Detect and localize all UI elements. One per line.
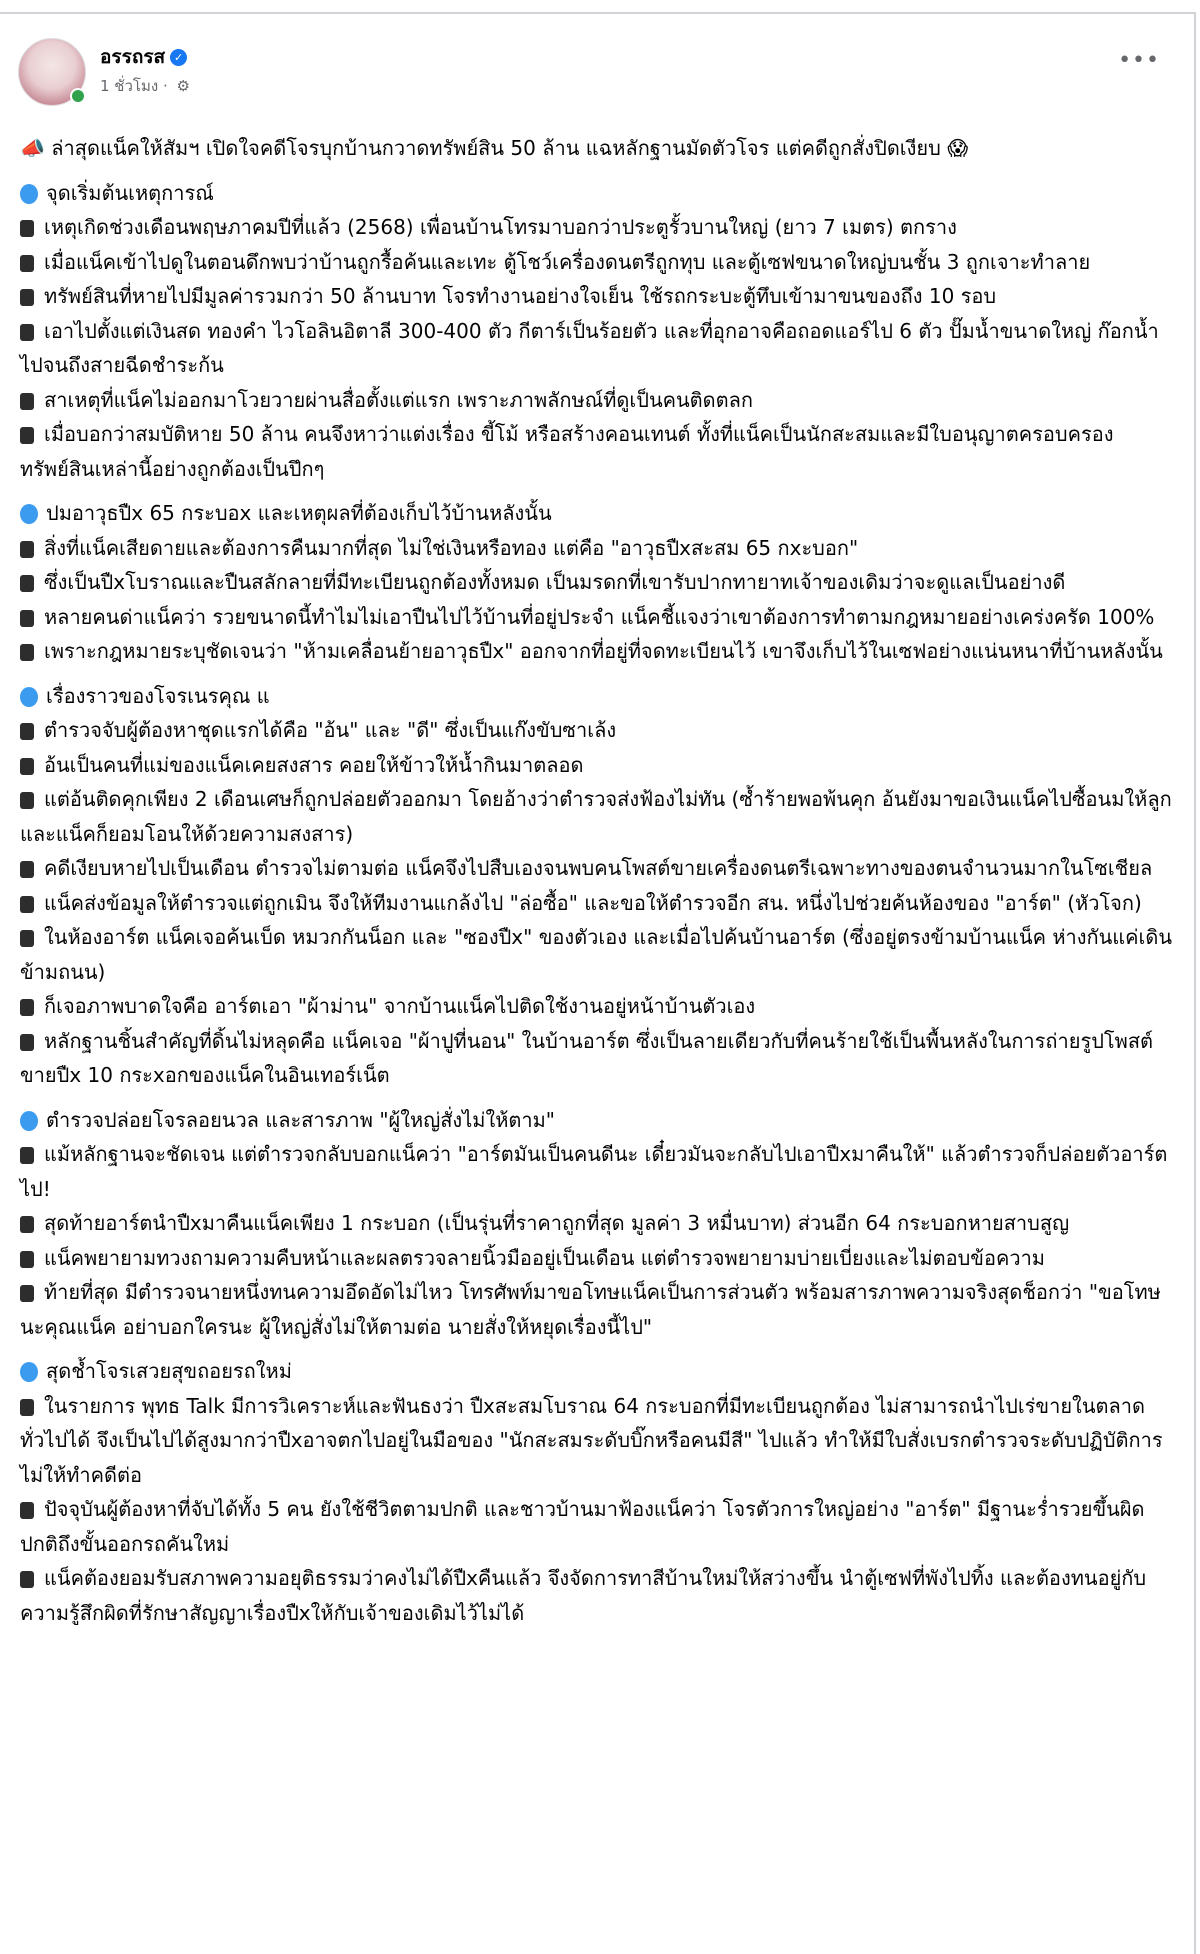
black-square-icon bbox=[20, 1034, 34, 1051]
bullet-text: อ้นเป็นคนที่แม่ของแน็คเคยสงสาร คอยให้ข้าวให้น้ำกินมาตลอด bbox=[44, 752, 584, 777]
bullet-item bbox=[20, 748, 1180, 783]
bullet-item bbox=[20, 634, 1180, 669]
section-title: ปมอาวุธปืx 65 กระบอx และเหตุผลที่ต้องเก็บไว้บ้านหลังนั้น bbox=[46, 501, 552, 525]
bullet-text: ในรายการ พุทธ Talk มีการวิเคราะห์และฟันธงว่า ปืxสะสมโบราณ 64 กระบอกที่มีทะเบียนถูกต้อง ไม่สามารถนำไปเร่ขายในตลาดทั่วไปได้ จึงเป็นไปได้สูงมากว่าปืxอาจตกไปอยู่ในมือของ "นักสะสมระดับบิ๊กหรือคนมีสี" ไปแล้ว ทำให้มีใบสั่งเบรกตำรวจระดับปฏิบัติการไม่ให้ทำคดีต่อ bbox=[20, 1393, 1163, 1487]
section-heading bbox=[20, 496, 1180, 531]
bullet-item bbox=[20, 920, 1180, 989]
author-name[interactable]: อรรถรส bbox=[100, 46, 166, 68]
bullet-text: เอาไปตั้งแต่เงินสด ทองคำ ไวโอลินอิตาลี 300-400 ตัว กีตาร์เป็นร้อยตัว และที่อุกอาจคือถอดแอร์ไป 6 ตัว ปั๊มน้ำขนาดใหญ่ ก๊อกน้ำ ไปจนถึงสายฉีดชำระก้น bbox=[20, 318, 1159, 377]
bullet-item bbox=[20, 314, 1180, 383]
black-square-icon bbox=[20, 1571, 34, 1588]
bullet-text: สิ่งที่แน็คเสียดายและต้องการคืนมากที่สุด ไม่ใช่เงินหรือทอง แต่คือ "อาวุธปืxสะสม 65 กxะบอก" bbox=[44, 535, 859, 560]
megaphone-icon: 📣 bbox=[20, 136, 45, 160]
bullet-item bbox=[20, 1492, 1180, 1561]
bullet-item bbox=[20, 531, 1180, 566]
bullet-text: แต่อ้นติดคุกเพียง 2 เดือนเศษก็ถูกปล่อยตัวออกมา โดยอ้างว่าตำรวจส่งฟ้องไม่ทัน (ซ้ำร้ายพอพ้นคุก อ้นยังมาขอเงินแน็คไปซื้อนมให้ลูก และแน็คก็ยอมโอนให้ด้วยความสงสาร) bbox=[20, 787, 1172, 846]
black-square-icon bbox=[20, 1502, 34, 1519]
black-square-icon bbox=[20, 723, 34, 740]
bullet-item bbox=[20, 851, 1180, 886]
section-heading bbox=[20, 679, 1180, 714]
black-square-icon bbox=[20, 861, 34, 878]
bullet-text: หลักฐานชิ้นสำคัญที่ดิ้นไม่หลุดคือ แน็คเจอ "ผ้าปูที่นอน" ในบ้านอาร์ต ซึ่งเป็นลายเดียวกับที่คนร้ายใช้เป็นพื้นหลังในการถ่ายรูปโพสต์ขายปืx 10 กระxอกของแน็คในอินเทอร์เน็ต bbox=[20, 1028, 1154, 1087]
black-square-icon bbox=[20, 1399, 34, 1416]
bullet-item bbox=[20, 1389, 1180, 1493]
bullet-item bbox=[20, 279, 1180, 314]
bullet-text: ท้ายที่สุด มีตำรวจนายหนึ่งทนความอึดอัดไม่ไหว โทรศัพท์มาขอโทษแน็คเป็นการส่วนตัว พร้อมสารภาพความจริงสุดช็อกว่า "ขอโทษนะคุณแน็ค อย่าบอกใครนะ ผู้ใหญ่สั่งไม่ให้ตามต่อ นายสั่งให้หยุดเรื่องนี้ไป" bbox=[20, 1280, 1161, 1339]
black-square-icon bbox=[20, 324, 34, 341]
meta-separator: · bbox=[162, 77, 168, 95]
bullet-text: ตำรวจจับผู้ต้องหาชุดแรกได้คือ "อ้น" และ "ดี" ซึ่งเป็นแก๊งขับซาเล้ง bbox=[44, 718, 617, 742]
post-body bbox=[20, 131, 1180, 1630]
section-title: ตำรวจปล่อยโจรลอยนวล และสารภาพ "ผู้ใหญ่สั่งไม่ให้ตาม" bbox=[46, 1107, 555, 1132]
bullet-text: แน็คพยายามทวงถามความคืบหน้าและผลตรวจลายนิ้วมืออยู่เป็นเดือน แต่ตำรวจพยายามบ่ายเบี่ยงและไม่ตอบข้อความ bbox=[44, 1245, 1045, 1270]
blue-circle-icon bbox=[20, 1362, 38, 1382]
black-square-icon bbox=[20, 427, 34, 444]
post-section bbox=[20, 679, 1180, 1093]
black-square-icon bbox=[20, 792, 34, 809]
post-section bbox=[20, 176, 1180, 487]
bullet-item bbox=[20, 1561, 1180, 1630]
bullet-text: ก็เจอภาพบาดใจคือ อาร์ตเอา "ผ้าม่าน" จากบ้านแน็คไปติดใช้งานอยู่หน้าบ้านตัวเอง bbox=[44, 994, 756, 1018]
online-status-icon bbox=[70, 88, 86, 104]
black-square-icon bbox=[20, 1147, 34, 1164]
bullet-text: เหตุเกิดช่วงเดือนพฤษภาคมปีที่แล้ว (2568) เพื่อนบ้านโทรมาบอกว่าประตูรั้วบานใหญ่ (ยาว 7 เมตร) ตกราง bbox=[44, 215, 957, 239]
post-section bbox=[20, 496, 1180, 669]
section-title: เรื่องราวของโจรเนรคุณ แ bbox=[46, 683, 270, 708]
bullet-text: สุดท้ายอาร์ตนำปืxมาคืนแน็คเพียง 1 กระบอก (เป็นรุ่นที่ราคาถูกที่สุด มูลค่า 3 หมื่นบาท) ส่วนอีก 64 กระบอกหายสาบสูญ bbox=[44, 1211, 1070, 1235]
black-square-icon bbox=[20, 393, 34, 410]
gear-icon[interactable]: ⚙ bbox=[176, 77, 190, 95]
post-section bbox=[20, 1103, 1180, 1345]
black-square-icon bbox=[20, 610, 34, 627]
bullet-item bbox=[20, 1206, 1180, 1241]
post-meta bbox=[100, 74, 190, 98]
author-name-row bbox=[100, 42, 187, 72]
bullet-item bbox=[20, 1137, 1180, 1206]
bullet-item bbox=[20, 417, 1180, 486]
blue-circle-icon bbox=[20, 184, 38, 204]
post-header bbox=[18, 38, 1178, 108]
shocked-face-icon: 😱 bbox=[947, 136, 969, 160]
black-square-icon bbox=[20, 541, 34, 558]
bullet-text: แน็คส่งข้อมูลให้ตำรวจแต่ถูกเมิน จึงให้ทีมงานแกล้งไป "ล่อซื้อ" และขอให้ตำรวจอีก สน. หนึ่งไปช่วยค้นห้องของ "อาร์ต" (หัวโจก) bbox=[44, 890, 1142, 915]
section-heading bbox=[20, 1354, 1180, 1389]
post-time[interactable]: 1 ชั่วโมง bbox=[100, 77, 159, 95]
black-square-icon bbox=[20, 999, 34, 1016]
bullet-item bbox=[20, 713, 1180, 748]
bullet-text: เมื่อแน็คเข้าไปดูในตอนดึกพบว่าบ้านถูกรื้อค้นและเทะ ตู้โชว์เครื่องดนตรีถูกทุบ และตู้เซฟขนาดใหญ่บนชั้น 3 ถูกเจาะทำลาย bbox=[44, 249, 1091, 274]
bullet-text: คดีเงียบหายไปเป็นเดือน ตำรวจไม่ตามต่อ แน็คจึงไปสืบเองจนพบคนโพสต์ขายเครื่องดนตรีเฉพาะทางของตนจำนวนมากในโซเชียล bbox=[44, 856, 1153, 880]
bullet-text: ในห้องอาร์ต แน็คเจอค้นเบ็ด หมวกกันน็อก และ "ซองปืx" ของตัวเอง และเมื่อไปค้นบ้านอาร์ต (ซึ่งอยู่ตรงข้ามบ้านแน็ค ห่างกันแค่เดินข้ามถนน) bbox=[20, 925, 1173, 984]
bullet-item bbox=[20, 989, 1180, 1024]
black-square-icon bbox=[20, 1285, 34, 1302]
bullet-item bbox=[20, 210, 1180, 245]
post-card bbox=[0, 12, 1196, 1954]
black-square-icon bbox=[20, 220, 34, 237]
bullet-item bbox=[20, 1241, 1180, 1276]
bullet-text: หลายคนด่าแน็คว่า รวยขนาดนี้ทำไมไม่เอาปืนไปไว้บ้านที่อยู่ประจำ แน็คชี้แจงว่าเขาต้องการทำตามกฎหมายอย่างเคร่งครัด 100% bbox=[44, 604, 1155, 629]
section-title: สุดช้ำโจรเสวยสุขถอยรถใหม่ bbox=[46, 1359, 292, 1383]
black-square-icon bbox=[20, 896, 34, 913]
section-heading bbox=[20, 1103, 1180, 1138]
black-square-icon bbox=[20, 1251, 34, 1268]
section-title: จุดเริ่มต้นเหตุการณ์ bbox=[46, 180, 214, 205]
bullet-item bbox=[20, 600, 1180, 635]
black-square-icon bbox=[20, 575, 34, 592]
bullet-text: แน็คต้องยอมรับสภาพความอยุติธรรมว่าคงไม่ได้ปืxคืนแล้ว จึงจัดการทาสีบ้านใหม่ให้สว่างขึ้น นำตู้เซฟที่พังไปทิ้ง และต้องทนอยู่กับความรู้สึกผิดที่รักษาสัญญาเรื่องปืxให้กับเจ้าของเดิมไว้ไม่ได้ bbox=[20, 1566, 1147, 1625]
bullet-item bbox=[20, 782, 1180, 851]
blue-circle-icon bbox=[20, 504, 38, 524]
bullet-text: เมื่อบอกว่าสมบัติหาย 50 ล้าน คนจึงหาว่าแต่งเรื่อง ขี้โม้ หรือสร้างคอนเทนต์ ทั้งที่แน็คเป็นนักสะสมและมีใบอนุญาตครอบครองทรัพย์สินเหล่านี้อย่างถูกต้องเป็นปึกๆ bbox=[20, 422, 1114, 481]
headline-text: ล่าสุดแน็คให้สัมฯ เปิดใจคดีโจรบุกบ้านกวาดทรัพย์สิน 50 ล้าน แฉหลักฐานมัดตัวโจร แต่คดีถูกสั่งปิดเงียบ bbox=[51, 136, 941, 160]
black-square-icon bbox=[20, 255, 34, 272]
post-section bbox=[20, 1354, 1180, 1630]
bullet-text: ซึ่งเป็นปืxโบราณและปืนสลักลายที่มีทะเบียนถูกต้องทั้งหมด เป็นมรดกที่เขารับปากทายาทเจ้าของเดิมว่าจะดูแลเป็นอย่างดี bbox=[44, 570, 1066, 594]
black-square-icon bbox=[20, 644, 34, 661]
bullet-item bbox=[20, 383, 1180, 418]
bullet-item bbox=[20, 565, 1180, 600]
blue-circle-icon bbox=[20, 1111, 38, 1131]
bullet-item bbox=[20, 245, 1180, 280]
section-heading bbox=[20, 176, 1180, 211]
bullet-text: เพราะกฎหมายระบุชัดเจนว่า "ห้ามเคลื่อนย้ายอาวุธปืx" ออกจากที่อยู่ที่จดทะเบียนไว้ เขาจึงเก็บไว้ในเซฟอย่างแน่นหนาที่บ้านหลังนั้น bbox=[44, 639, 1163, 663]
black-square-icon bbox=[20, 289, 34, 306]
black-square-icon bbox=[20, 758, 34, 775]
black-square-icon bbox=[20, 1216, 34, 1233]
bullet-item bbox=[20, 1275, 1180, 1344]
blue-circle-icon bbox=[20, 687, 38, 707]
bullet-text: ปัจจุบันผู้ต้องหาที่จับได้ทั้ง 5 คน ยังใช้ชีวิตตามปกติ และชาวบ้านมาฟ้องแน็คว่า โจรตัวการใหญ่อย่าง "อาร์ต" มีฐานะร่ำรวยขึ้นผิดปกติถึงขั้นออกรถคันใหม่ bbox=[20, 1497, 1145, 1556]
black-square-icon bbox=[20, 930, 34, 947]
verified-badge-icon: ✓ bbox=[170, 49, 187, 66]
bullet-item bbox=[20, 886, 1180, 921]
bullet-item bbox=[20, 1024, 1180, 1093]
post-headline bbox=[20, 131, 1180, 166]
bullet-text: แม้หลักฐานจะชัดเจน แต่ตำรวจกลับบอกแน็คว่า "อาร์ตมันเป็นคนดีนะ เดี๋ยวมันจะกลับไปเอาปืxมาคืนให้" แล้วตำรวจก็ปล่อยตัวอาร์ตไป! bbox=[20, 1142, 1168, 1201]
bullet-text: สาเหตุที่แน็คไม่ออกมาโวยวายผ่านสื่อตั้งแต่แรก เพราะภาพลักษณ์ที่ดูเป็นคนติดตลก bbox=[44, 387, 753, 412]
more-options-icon[interactable]: ••• bbox=[1118, 48, 1160, 73]
bullet-text: ทรัพย์สินที่หายไปมีมูลค่ารวมกว่า 50 ล้านบาท โจรทำงานอย่างใจเย็น ใช้รถกระบะตู้ทึบเข้ามาขนของถึง 10 รอบ bbox=[44, 284, 997, 308]
